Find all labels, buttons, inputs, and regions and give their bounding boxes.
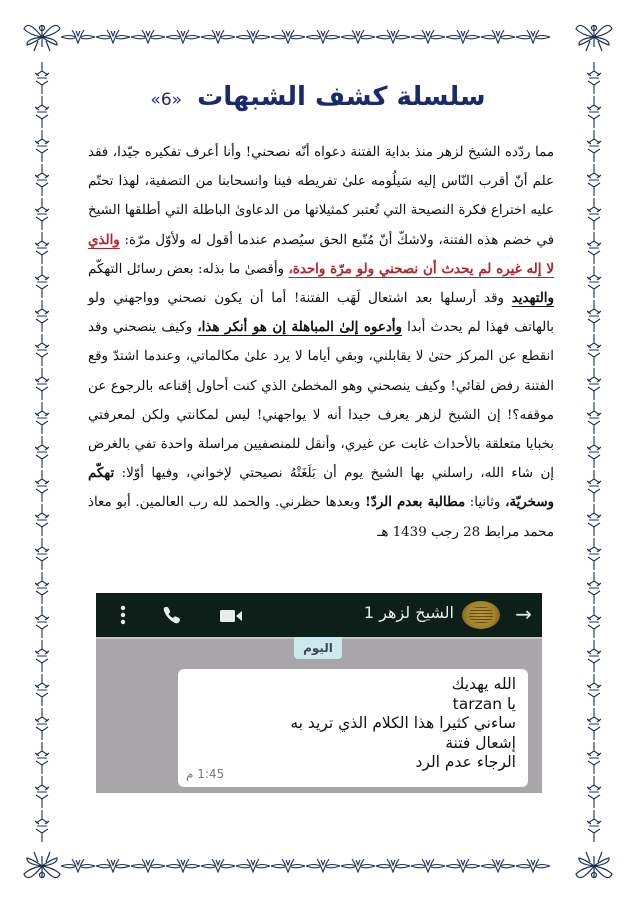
border-motif-right [587, 402, 601, 434]
day-badge: اليوم [294, 637, 342, 659]
border-motif-left [35, 164, 49, 196]
border-motif-left [35, 436, 49, 468]
border-motif-left [35, 742, 49, 774]
border-motif-top [376, 30, 410, 43]
border-motif-left [35, 606, 49, 638]
border-motif-left [35, 300, 49, 332]
border-motif-right [587, 300, 601, 332]
border-motif-bottom [236, 859, 270, 872]
mubahala-highlight: وأدعوه إلىٰ المباهلة إن هو أنكر هذا، [197, 319, 402, 336]
border-motif-bottom [341, 859, 375, 872]
border-motif-bottom [446, 859, 480, 872]
border-motif-right [587, 198, 601, 230]
border-motif-right [587, 470, 601, 502]
border-motif-left [35, 368, 49, 400]
border-motif-bottom [376, 859, 410, 872]
corner-ornament-bottom-left [24, 852, 60, 878]
chat-header [96, 593, 542, 637]
border-motif-right [587, 504, 601, 536]
border-motif-right [587, 674, 601, 706]
border-motif-right [587, 708, 601, 740]
text-segment: وكيف ينصحني وقد انقطع عن المركز حتىٰ لا يقابلني، وبقي أياما لا يرد علىٰ مكالماتي، وعندما اشتدّ وقع الفتنة رفض لقائي! وكيف ينصحني وهو المخطئ الذي كنت أحاول إقناعه بالرجوع عن موقفه؟! إن الشيخ لزهر يعرف جيدا أنه لا يواجهني! ليس لمكانتي ولكن لمعرفتي بخبايا متعلقة بالأحداث غابت عن غيري، وأنقل للمنصفيين مراسلة واحدة تفي بالغرض إن شاء الله، راسلني بها الشيخ يوم أن بَلَغَتْهُ نصيحتي لإخواني، وفيها أوّلا: [88, 320, 554, 482]
article-paragraph [88, 138, 554, 547]
border-motif-right [587, 130, 601, 162]
title-text: سلسلة كشف الشبهات [197, 82, 486, 112]
text-segment: وأقصىٰ ما بذله: بعض رسائل التهكّم [88, 261, 289, 277]
border-motif-top [341, 30, 375, 43]
border-motif-left [35, 470, 49, 502]
text-segment: وقد أرسلها بعد اشتعال لَهَب الفتنة! أما أن يكون نصحني وواجهني ولو بالهاتف فهذا لم يحدث أبدا [88, 291, 555, 336]
border-motif-top [411, 30, 445, 43]
border-motif-right [587, 606, 601, 638]
border-motif-left [35, 198, 49, 230]
article-body [88, 138, 554, 547]
whatsapp-screenshot [96, 593, 542, 793]
message-time: 1:45 م [186, 767, 225, 781]
border-motif-top [446, 30, 480, 43]
border-motif-left [35, 708, 49, 740]
border-motif-top [516, 30, 550, 43]
contact-name[interactable]: الشيخ لزهر 1 [363, 603, 454, 622]
border-motif-right [587, 776, 601, 808]
border-motif-top [131, 30, 165, 43]
border-motif-left [35, 402, 49, 434]
border-motif-left [35, 776, 49, 808]
border-motif-right [587, 334, 601, 366]
title-number: «6» [150, 90, 183, 110]
border-motif-right [587, 572, 601, 604]
phone-icon[interactable] [162, 605, 182, 625]
border-motif-top [481, 30, 515, 43]
border-motif-right [587, 436, 601, 468]
border-motif-top [166, 30, 200, 43]
message-bubble[interactable] [178, 669, 528, 787]
border-motif-bottom [166, 859, 200, 872]
border-motif-top [306, 30, 340, 43]
border-motif-right [587, 368, 601, 400]
border-motif-right [587, 810, 601, 842]
border-motif-left [35, 334, 49, 366]
border-motif-bottom [411, 859, 445, 872]
border-motif-bottom [516, 859, 550, 872]
back-arrow-icon[interactable]: → [515, 602, 532, 626]
text-segment: مما ردّده الشيخ لزهر منذ بداية الفتنة دعواه أنّه نصحني! وأنا أعرف تفكيره جيّدا، فقد علم أنّ أقرب النّاس إليه سَيلُومه علىٰ تفريطه فينا وانسحابنا من التصفية، لهذا تحتّم عليه اختراع فكرة النصيحة التي تُعتبر كمثيلاتها من الدعاوىٰ الباطلة التي أطلقها الشيخ في خضم هذه الفتنة، ولاشكّ أنّ مُتّبع الحق سيُصدم عندما أقول له ولأوّل مرّة: [88, 145, 554, 248]
border-motif-left [35, 538, 49, 570]
avatar[interactable] [462, 601, 500, 629]
border-motif-left [35, 810, 49, 842]
threat-highlight: والتهديد [511, 290, 554, 307]
border-motif-bottom [481, 859, 515, 872]
oath-highlight: والذي لا إله غيره لم يحدث أن نصحني ولو مرّة واحدة، [88, 231, 554, 277]
border-motif-left [35, 232, 49, 264]
border-motif-top [271, 30, 305, 43]
border-motif-right [587, 538, 601, 570]
video-call-icon[interactable] [220, 609, 242, 623]
border-motif-right [587, 164, 601, 196]
text-segment: وثانيا: [465, 495, 506, 511]
border-motif-bottom [131, 859, 165, 872]
border-motif-bottom [61, 859, 95, 872]
corner-ornament-top-right [576, 25, 612, 51]
border-motif-bottom [271, 859, 305, 872]
demand-highlight: مطالبة بعدم الردّ! [364, 494, 466, 511]
border-motif-top [96, 30, 130, 43]
corner-ornament-bottom-right [576, 852, 612, 878]
mockery-highlight: تهكّم وسخريّة، [88, 465, 555, 511]
more-options-icon[interactable] [120, 605, 126, 625]
border-motif-left [35, 640, 49, 672]
border-motif-right [587, 742, 601, 774]
border-motif-left [35, 674, 49, 706]
border-motif-top [236, 30, 270, 43]
border-motif-left [35, 130, 49, 162]
text-segment: وبعدها حظرني. والحمد لله رب العالمين. أبو معاذ محمد مرابط 28 رجب 1439 هـ [88, 495, 554, 540]
page-title [0, 82, 636, 112]
border-motif-left [35, 504, 49, 536]
border-motif-left [35, 266, 49, 298]
border-motif-top [201, 30, 235, 43]
border-motif-right [587, 266, 601, 298]
border-motif-bottom [306, 859, 340, 872]
border-motif-right [587, 640, 601, 672]
border-motif-bottom [96, 859, 130, 872]
border-motif-top [61, 30, 95, 43]
border-motif-left [35, 572, 49, 604]
corner-ornament-top-left [24, 25, 60, 51]
message-text: الله يهديك يا tarzan ساءني كثيرا هذا الكلام الذي تريد به إشعال فتنة الرجاء عدم الرد [290, 675, 516, 771]
border-motif-bottom [201, 859, 235, 872]
border-motif-right [587, 232, 601, 264]
